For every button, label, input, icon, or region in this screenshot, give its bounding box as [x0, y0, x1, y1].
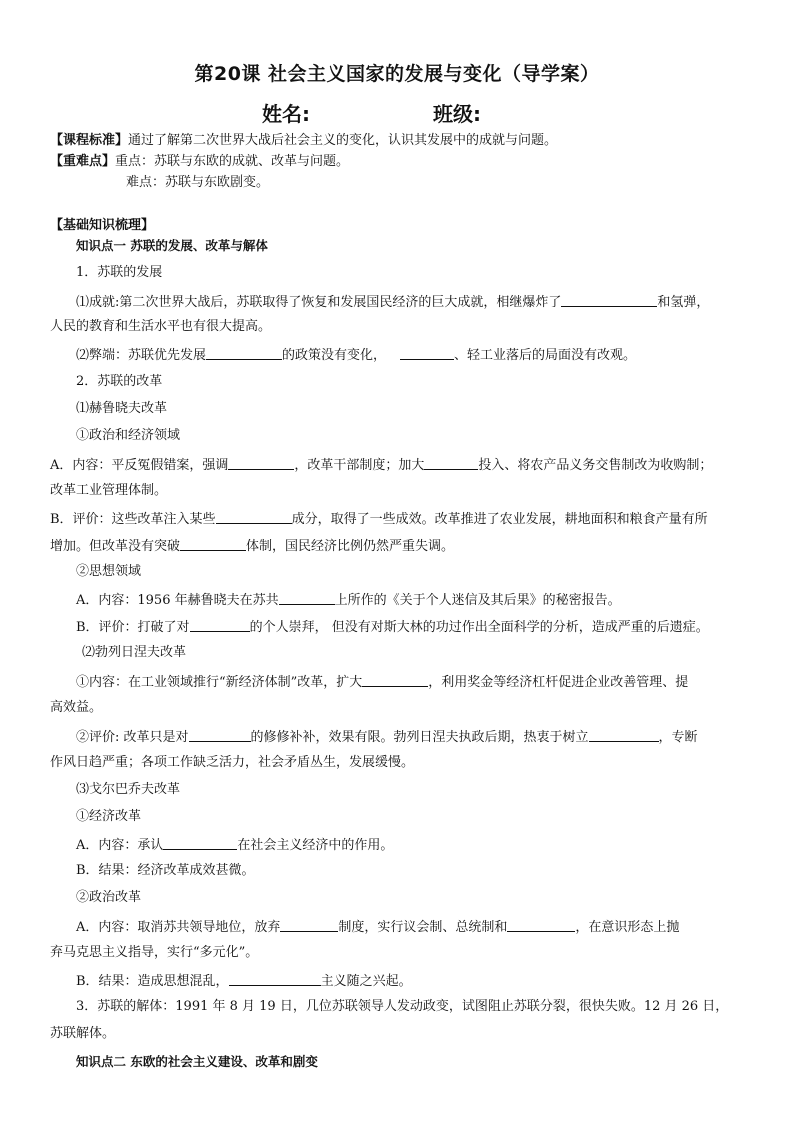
text-segment: B．评价：这些改革注入某些	[50, 512, 216, 527]
text-line: ②政治改革	[76, 890, 142, 905]
text-segment: 成分，取得了一些成效。改革推进了农业发展，耕地面积和粮食产量有所	[291, 512, 708, 527]
name-label: 姓名:	[262, 102, 310, 126]
text-segment: 的修修补补，效果有限。勃列日涅夫执政后期，热衷于树立	[250, 730, 589, 745]
fill-blank[interactable]	[216, 509, 292, 524]
fill-blank[interactable]	[206, 345, 282, 360]
text-segment: A．内容：1956 年赫鲁晓夫在苏共	[76, 593, 279, 608]
course-standard-tag: 【课程标准】	[50, 133, 129, 148]
course-standard	[50, 132, 557, 150]
text-line: ⑵勃列日涅夫改革	[82, 645, 187, 660]
text-line	[50, 536, 454, 556]
section-basic-knowledge: 【基础知识梳理】	[50, 218, 155, 233]
text-segment: 体制，国民经济比例仍然严重失调。	[246, 539, 455, 554]
text-segment: 投入、将农产品义务交售制改为收购制；	[478, 458, 713, 473]
text-segment: 主义随之兴起。	[320, 974, 412, 989]
text-line: 改革工业管理体制。	[50, 483, 168, 498]
text-segment: ⑵弊端：苏联优先发展	[76, 348, 207, 363]
knowledge-point-1-title: 知识点一 苏联的发展、改革与解体	[76, 238, 268, 253]
text-line	[76, 590, 621, 610]
text-segment: A．内容：平反冤假错案，强调	[50, 458, 229, 473]
text-segment: B．结果：造成思想混乱，	[76, 974, 229, 989]
text-line: ②思想领域	[76, 564, 142, 579]
text-line: 2．苏联的改革	[76, 374, 163, 389]
knowledge-point-2-title: 知识点二 东欧的社会主义建设、改革和剧变	[76, 1054, 318, 1069]
difficult-point: 难点：苏联与东欧剧变。	[126, 175, 270, 190]
text-segment: 的个人崇拜， 但没有对斯大林的功过作出全面科学的分析，造成严重的后遗症。	[249, 620, 709, 635]
fill-blank[interactable]	[279, 590, 335, 605]
fill-blank[interactable]	[362, 672, 428, 687]
text-line	[50, 509, 708, 529]
text-line: ①经济改革	[76, 809, 142, 824]
text-line	[76, 835, 393, 855]
text-line: ⑴赫鲁晓夫改革	[76, 401, 168, 416]
text-line: 1．苏联的发展	[76, 265, 163, 280]
text-line	[76, 617, 709, 637]
course-standard-text: 通过了解第二次世界大战后社会主义的变化，认识其发展中的成就与问题。	[128, 133, 558, 148]
text-segment: 上所作的《关于个人迷信及其后果》的秘密报告。	[334, 593, 621, 608]
key-points	[50, 153, 349, 171]
text-line: 人民的教育和生活水平也有很大提高。	[50, 319, 272, 334]
text-line: 弃马克思主义指导，实行“多元化”。	[50, 945, 259, 960]
fill-blank[interactable]	[180, 536, 246, 551]
fill-blank[interactable]	[589, 727, 659, 742]
text-line: B．结果：经济改革成效甚微。	[76, 863, 255, 878]
text-segment: ，改革干部制度；加大	[294, 458, 425, 473]
text-segment: ，专断	[658, 730, 698, 745]
text-segment: ，利用奖金等经济杠杆促进企业改善管理、提	[428, 675, 689, 690]
page-title: 第20课 社会主义国家的发展与变化（导学案）	[194, 63, 600, 85]
text-line: ①政治和经济领域	[76, 428, 181, 443]
text-line: ⑶戈尔巴乔夫改革	[76, 782, 181, 797]
text-line: 苏联解体。	[50, 1026, 116, 1041]
text-line	[76, 971, 412, 991]
text-segment: 的政策没有变化，	[282, 348, 387, 363]
text-segment: B．评价：打破了对	[76, 620, 190, 635]
fill-blank[interactable]	[280, 917, 338, 932]
fill-blank[interactable]	[507, 917, 575, 932]
text-segment: A．内容：承认	[76, 838, 164, 853]
text-segment: 和氢弹，	[657, 295, 710, 310]
text-line: 高效益。	[50, 700, 103, 715]
fill-blank[interactable]	[189, 727, 251, 742]
fill-blank[interactable]	[400, 345, 454, 360]
text-segment: A．内容：取消苏共领导地位，放弃	[76, 920, 281, 935]
text-segment: 在社会主义经济中的作用。	[237, 838, 394, 853]
text-segment: ②评价: 改革只是对	[76, 730, 189, 745]
fill-blank[interactable]	[228, 455, 294, 470]
fill-blank[interactable]	[424, 455, 478, 470]
text-line	[76, 917, 679, 937]
fill-blank[interactable]	[163, 835, 237, 850]
fill-blank[interactable]	[561, 292, 657, 307]
fill-blank[interactable]	[190, 617, 250, 632]
text-segment: 增加。但改革没有突破	[50, 539, 181, 554]
text-line	[76, 292, 709, 312]
text-line: 作风日趋严重；各项工作缺乏活力，社会矛盾丛生，发展缓慢。	[50, 755, 415, 770]
text-line	[76, 345, 636, 365]
key-point-text: 重点：苏联与东欧的成就、改革与问题。	[115, 154, 350, 169]
name-class-row	[262, 98, 662, 127]
text-segment: ①内容：在工业领域推行“新经济体制”改革，扩大	[76, 675, 363, 690]
fill-blank[interactable]	[229, 971, 321, 986]
text-line	[50, 455, 712, 475]
text-segment: 、轻工业落后的局面没有改观。	[454, 348, 637, 363]
key-points-tag: 【重难点】	[50, 154, 116, 169]
text-segment: ⑴成就:第二次世界大战后，苏联取得了恢复和发展国民经济的巨大成就，相继爆炸了	[76, 295, 562, 310]
class-label: 班级:	[433, 102, 481, 126]
text-line	[76, 727, 698, 747]
text-line	[76, 672, 688, 692]
text-segment: ，在意识形态上抛	[575, 920, 680, 935]
text-segment: 制度，实行议会制、总统制和	[338, 920, 508, 935]
text-line: 3．苏联的解体：1991 年 8 月 19 日，几位苏联领导人发动政变，试图阻止苏联分裂，很快失败。12 月 26 日，	[76, 999, 729, 1014]
